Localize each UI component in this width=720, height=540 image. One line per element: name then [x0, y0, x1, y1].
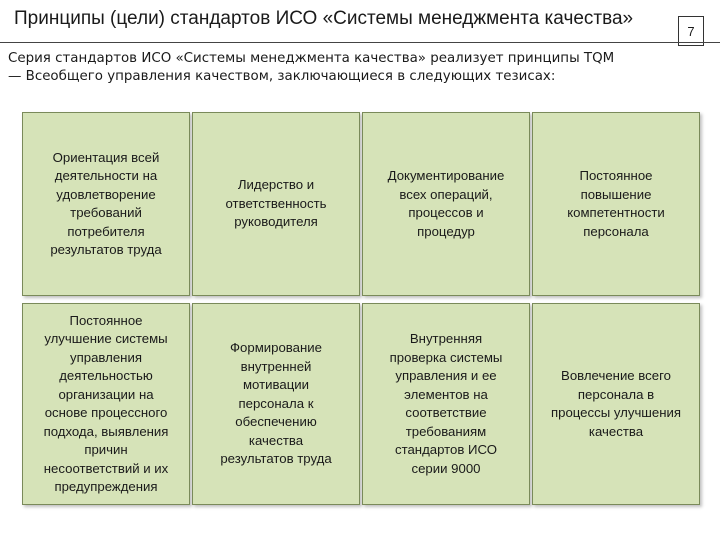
principles-grid: [22, 112, 700, 505]
principle-documentation: Документирование всех операций, процессов и процедур: [362, 112, 530, 296]
principle-internal-audit: Внутренняя проверка системы управления и ее элементов на соответствие требованиям стандартов ИСО серии 9000: [362, 303, 530, 505]
principle-customer-focus: Ориентация всей деятельности на удовлетворение требований потребителя результатов труда: [22, 112, 190, 296]
intro-paragraph: [8, 50, 708, 86]
principle-continuous-improvement: Постоянное улучшение системы управления деятельностью организации на основе процессного подхода, выявления причин несоответствий и их предупреждения: [22, 303, 190, 505]
intro-line: Серия стандартов ИСО «Системы менеджмента качества» реализует принципы TQM: [8, 51, 615, 66]
page-title: Принципы (цели) стандартов ИСО «Системы менеджмента качества»: [14, 8, 634, 29]
page-number: 7: [678, 16, 704, 46]
principle-competence: Постоянное повышение компетентности персонала: [532, 112, 700, 296]
title-divider: [0, 42, 720, 43]
intro-line: — Всеобщего управления качеством, заключающиеся в следующих тезисах:: [8, 69, 556, 84]
principle-leadership: Лидерство и ответственность руководителя: [192, 112, 360, 296]
principle-involvement: Вовлечение всего персонала в процессы улучшения качества: [532, 303, 700, 505]
principle-motivation: Формирование внутренней мотивации персонала к обеспечению качества результатов труда: [192, 303, 360, 505]
